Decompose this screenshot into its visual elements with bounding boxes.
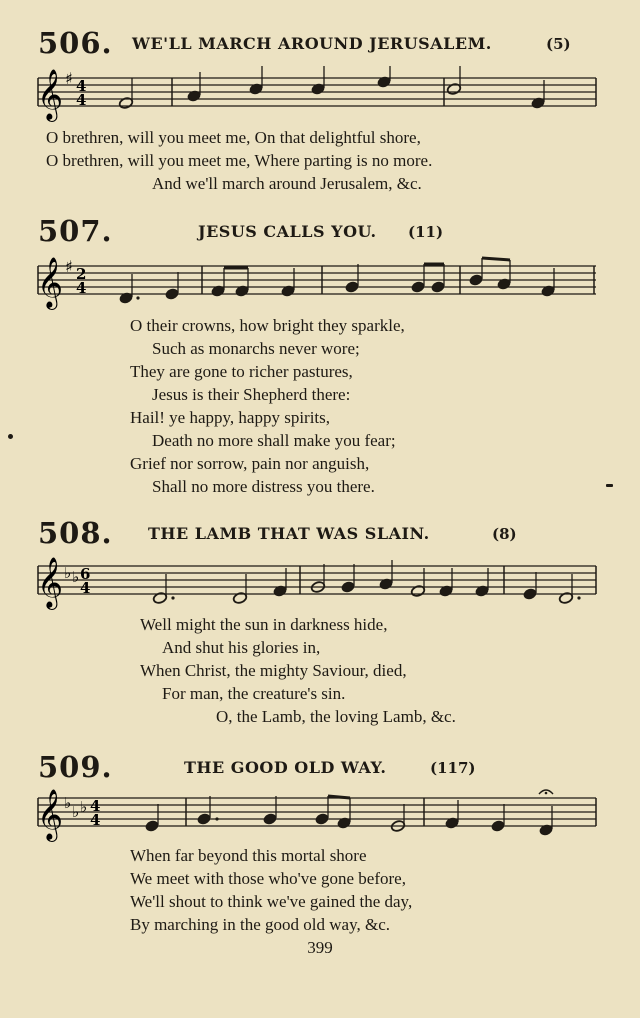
hymn-508-header [0, 516, 640, 550]
flat-icon: ♭ [80, 798, 88, 816]
note [523, 588, 537, 601]
music-staff-509 [34, 786, 598, 846]
verse-line: They are gone to richer pastures, [130, 362, 353, 381]
verse-line: By marching in the good old way, &c. [130, 915, 390, 934]
verse-line: Jesus is their Shepherd there: [152, 385, 351, 404]
verse-line: O brethren, will you meet me, Where parting is no more. [46, 151, 433, 170]
time-signature-bottom: 4 [76, 91, 87, 109]
time-signature-top: 6 [80, 565, 91, 583]
tune-reference: (11) [408, 223, 444, 241]
note [491, 820, 505, 833]
flat-icon: ♭ [64, 794, 72, 812]
hymn-title: JESUS CALLS YOU. [198, 222, 377, 241]
verse-line: And we'll march around Jerusalem, &c. [152, 174, 422, 193]
hymn-title: WE'LL MARCH AROUND JERUSALEM. [132, 34, 492, 53]
flat-icon: ♭ [72, 568, 80, 586]
hymn-number: 509. [38, 750, 113, 784]
ink-speck [606, 484, 613, 487]
treble-clef-icon: 𝄞 [37, 257, 64, 308]
music-staff-507 [34, 254, 598, 314]
treble-clef-icon: 𝄞 [37, 789, 64, 840]
tune-reference: (5) [546, 35, 571, 53]
verse-line: Death no more shall make you fear; [152, 431, 396, 450]
hymn-number: 507. [38, 214, 113, 248]
flat-icon: ♭ [64, 564, 72, 582]
note [197, 813, 211, 826]
verse-line: Shall no more distress you there. [152, 477, 375, 496]
verse-line: O brethren, will you meet me, On that delightful shore, [46, 128, 421, 147]
verse-line: We'll shout to think we've gained the day, [130, 892, 413, 911]
treble-clef-icon: 𝄞 [37, 69, 64, 120]
verse-line: O their crowns, how bright they sparkle, [130, 316, 405, 335]
treble-clef-icon: 𝄞 [37, 557, 64, 608]
music-staff-506 [34, 66, 598, 126]
note [315, 813, 329, 826]
hymn-number: 506. [38, 26, 113, 60]
music-staff-508 [34, 554, 598, 614]
hymn-title: THE GOOD OLD WAY. [184, 758, 387, 777]
verse-line: When Christ, the mighty Saviour, died, [140, 661, 407, 680]
note [469, 274, 483, 287]
hymn-title: THE LAMB THAT WAS SLAIN. [148, 524, 430, 543]
verse-line: Such as monarchs never wore; [152, 339, 360, 358]
tune-reference: (8) [492, 525, 517, 543]
note [345, 281, 359, 294]
verse-line: Grief nor sorrow, pain nor anguish, [130, 454, 370, 473]
verse-line: And shut his glories in, [162, 638, 321, 657]
note [165, 288, 179, 301]
page-number: 399 [307, 938, 333, 957]
note [431, 281, 445, 294]
verse-line: Hail! ye happy, happy spirits, [130, 408, 331, 427]
sharp-icon: ♯ [65, 257, 73, 276]
hymn-507-header [0, 214, 640, 248]
verse-line: We meet with those who've gone before, [130, 869, 406, 888]
hymn-506-header [0, 26, 640, 60]
flat-icon: ♭ [72, 803, 80, 821]
verse-line: When far beyond this mortal shore [130, 846, 367, 865]
hymn-number: 508. [38, 516, 113, 550]
time-signature-bottom: 4 [76, 279, 87, 297]
note [263, 813, 277, 826]
tune-reference: (117) [430, 759, 476, 777]
time-signature-top: 4 [90, 797, 101, 815]
verse-line: For man, the creature's sin. [162, 684, 346, 703]
note [411, 281, 425, 294]
hymn-509-header [0, 750, 640, 784]
time-signature-bottom: 4 [90, 811, 101, 829]
note [145, 820, 159, 833]
verse-line: Well might the sun in darkness hide, [140, 615, 388, 634]
note [341, 581, 355, 594]
time-signature-top: 4 [76, 77, 87, 95]
ink-speck [8, 434, 13, 439]
verse-line: O, the Lamb, the loving Lamb, &c. [216, 707, 456, 726]
sharp-icon: ♯ [65, 69, 73, 88]
time-signature-bottom: 4 [80, 579, 91, 597]
time-signature-top: 2 [76, 265, 87, 283]
